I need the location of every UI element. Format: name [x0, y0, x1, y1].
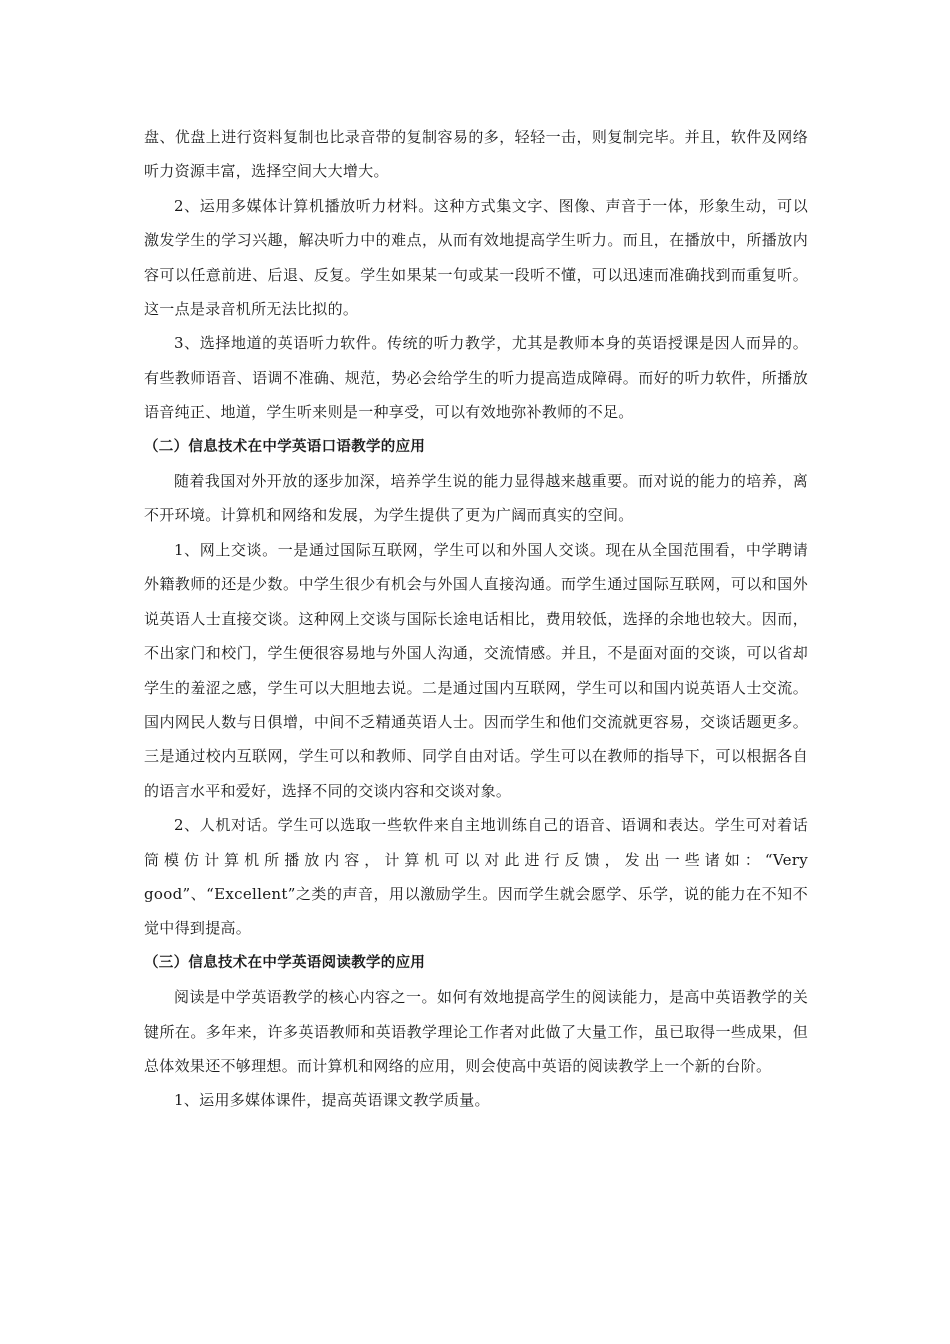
- paragraph-human-computer-dialogue: 2、人机对话。学生可以选取一些软件来自主地训练自己的语音、语调和表达。学生可对着话筒模仿计算机所播放内容，计算机可以对此进行反馈，发出一些诸如：“Very good”、“Excellent”之类的声音，用以激励学生。因而学生就会愿学、乐学，说的能力在不知不觉中得到提高。: [144, 816, 808, 938]
- paragraph-listening-software: 3、选择地道的英语听力软件。传统的听力教学，尤其是教师本身的英语授课是因人而异的。有些教师语音、语调不准确、规范，势必会给学生的听力提高造成障碍。而好的听力软件，所播放语音纯正、地道，学生听来则是一种享受，可以有效地弥补教师的不足。: [144, 334, 808, 422]
- paragraph-multimedia-courseware: 1、运用多媒体课件，提高英语课文教学质量。: [174, 1091, 490, 1110]
- section-heading-speaking: （二）信息技术在中学英语口语教学的应用: [144, 438, 426, 455]
- section-heading-reading: （三）信息技术在中学英语阅读教学的应用: [144, 954, 426, 971]
- paragraph-copying-resources: 盘、优盘上进行资料复制也比录音带的复制容易的多，轻轻一击，则复制完毕。并且，软件及网络听力资源丰富，选择空间大大增大。: [144, 128, 808, 181]
- document-page: [144, 120, 808, 1118]
- paragraph-online-chat: 1、网上交谈。一是通过国际互联网，学生可以和外国人交谈。现在从全国范围看，中学聘请外籍教师的还是少数。中学生很少有机会与外国人直接沟通。而学生通过国际互联网，可以和国外说英语人士直接交谈。这种网上交谈与国际长途电话相比，费用较低，选择的余地也较大。因而，不出家门和校门，学生便很容易地与外国人沟通，交流情感。并且，不是面对面的交谈，可以省却学生的羞涩之感，学生可以大胆地去说。二是通过国内互联网，学生可以和国内说英语人士交流。国内网民人数与日俱增，中间不乏精通英语人士。因而学生和他们交流就更容易，交谈话题更多。三是通过校内互联网，学生可以和教师、同学自由对话。学生可以在教师的指导下，可以根据各自的语言水平和爱好，选择不同的交谈内容和交谈对象。: [144, 540, 808, 800]
- paragraph-speaking-intro: 随着我国对外开放的逐步加深，培养学生说的能力显得越来越重要。而对说的能力的培养，离不开环境。计算机和网络和发展，为学生提供了更为广阔而真实的空间。: [144, 472, 808, 525]
- paragraph-reading-intro: 阅读是中学英语教学的核心内容之一。如何有效地提高学生的阅读能力，是高中英语教学的关键所在。多年来，许多英语教师和英语教学理论工作者对此做了大量工作，虽已取得一些成果，但总体效果还不够理想。而计算机和网络的应用，则会使高中英语的阅读教学上一个新的台阶。: [144, 988, 808, 1075]
- paragraph-multimedia-listening: 2、运用多媒体计算机播放听力材料。这种方式集文字、图像、声音于一体，形象生动，可以激发学生的学习兴趣，解决听力中的难点，从而有效地提高学生听力。而且，在播放中，所播放内容可以任意前进、后退、反复。学生如果某一句或某一段听不懂，可以迅速而准确找到而重复听。这一点是录音机所无法比拟的。: [144, 196, 808, 319]
